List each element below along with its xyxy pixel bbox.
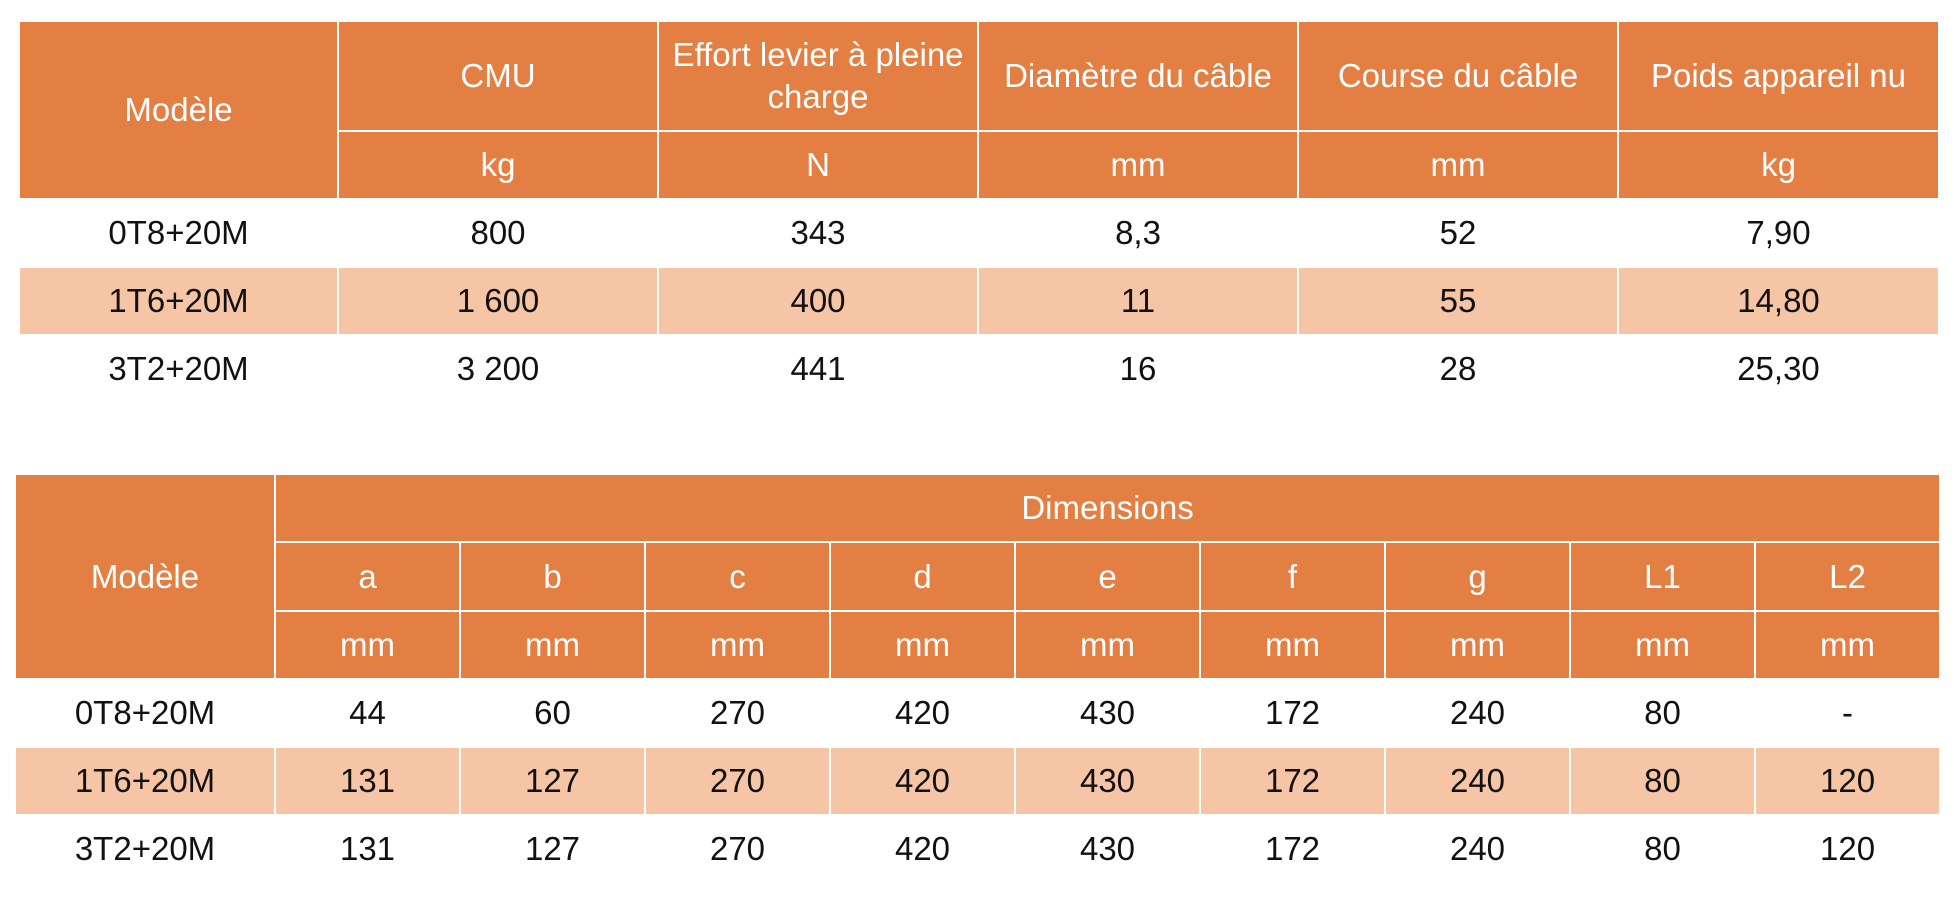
table-row bbox=[15, 815, 1940, 883]
unit-dim-d: mm bbox=[830, 611, 1015, 679]
unit-dim-f: mm bbox=[1200, 611, 1385, 679]
cell-dim-l1: 80 bbox=[1570, 815, 1755, 883]
header-modele: Modèle bbox=[19, 21, 338, 199]
cell-course: 55 bbox=[1298, 267, 1618, 335]
cell-dim-d: 420 bbox=[830, 747, 1015, 815]
cell-dim-c: 270 bbox=[645, 815, 830, 883]
table-row bbox=[19, 335, 1939, 403]
unit-dim-c: mm bbox=[645, 611, 830, 679]
header-dim-f: f bbox=[1200, 542, 1385, 611]
cell-dim-d: 420 bbox=[830, 679, 1015, 747]
cell-poids: 14,80 bbox=[1618, 267, 1939, 335]
cell-poids: 25,30 bbox=[1618, 335, 1939, 403]
unit-effort-levier: N bbox=[658, 131, 978, 199]
unit-dim-e: mm bbox=[1015, 611, 1200, 679]
cell-model: 3T2+20M bbox=[15, 815, 275, 883]
cell-dim-l2: - bbox=[1755, 679, 1940, 747]
header-dim-a: a bbox=[275, 542, 460, 611]
cell-dim-d: 420 bbox=[830, 815, 1015, 883]
header-dim-l1: L1 bbox=[1570, 542, 1755, 611]
table-row bbox=[15, 679, 1940, 747]
cell-model: 3T2+20M bbox=[19, 335, 338, 403]
header-cmu: CMU bbox=[338, 21, 658, 131]
unit-cmu: kg bbox=[338, 131, 658, 199]
cell-dim-f: 172 bbox=[1200, 679, 1385, 747]
cell-dim-f: 172 bbox=[1200, 747, 1385, 815]
header-dim-e: e bbox=[1015, 542, 1200, 611]
cell-dim-l1: 80 bbox=[1570, 679, 1755, 747]
unit-course-cable: mm bbox=[1298, 131, 1618, 199]
cell-dim-e: 430 bbox=[1015, 747, 1200, 815]
specs-table bbox=[18, 20, 1940, 404]
cell-dim-c: 270 bbox=[645, 747, 830, 815]
cell-model: 1T6+20M bbox=[19, 267, 338, 335]
unit-dim-l1: mm bbox=[1570, 611, 1755, 679]
cell-poids: 7,90 bbox=[1618, 199, 1939, 267]
header-dimensions: Dimensions bbox=[275, 474, 1940, 542]
cell-effort: 343 bbox=[658, 199, 978, 267]
header-dim-b: b bbox=[460, 542, 645, 611]
cell-dim-a: 131 bbox=[275, 815, 460, 883]
cell-dim-l1: 80 bbox=[1570, 747, 1755, 815]
cell-model: 0T8+20M bbox=[19, 199, 338, 267]
unit-poids-appareil: kg bbox=[1618, 131, 1939, 199]
cell-dim-g: 240 bbox=[1385, 679, 1570, 747]
cell-dim-g: 240 bbox=[1385, 747, 1570, 815]
cell-dim-l2: 120 bbox=[1755, 815, 1940, 883]
unit-dim-g: mm bbox=[1385, 611, 1570, 679]
header-effort-levier: Effort levier à pleine charge bbox=[658, 21, 978, 131]
cell-effort: 400 bbox=[658, 267, 978, 335]
header-poids-appareil: Poids appareil nu bbox=[1618, 21, 1939, 131]
dimensions-table bbox=[14, 473, 1941, 884]
header-dim-c: c bbox=[645, 542, 830, 611]
cell-diametre: 8,3 bbox=[978, 199, 1298, 267]
cell-course: 52 bbox=[1298, 199, 1618, 267]
table-row bbox=[19, 267, 1939, 335]
table-row bbox=[19, 199, 1939, 267]
cell-dim-g: 240 bbox=[1385, 815, 1570, 883]
cell-diametre: 16 bbox=[978, 335, 1298, 403]
cell-dim-a: 131 bbox=[275, 747, 460, 815]
cell-model: 1T6+20M bbox=[15, 747, 275, 815]
cell-dim-c: 270 bbox=[645, 679, 830, 747]
header-dim-d: d bbox=[830, 542, 1015, 611]
cell-cmu: 1 600 bbox=[338, 267, 658, 335]
cell-dim-f: 172 bbox=[1200, 815, 1385, 883]
cell-dim-b: 127 bbox=[460, 815, 645, 883]
header-dim-g: g bbox=[1385, 542, 1570, 611]
unit-dim-l2: mm bbox=[1755, 611, 1940, 679]
cell-cmu: 3 200 bbox=[338, 335, 658, 403]
cell-model: 0T8+20M bbox=[15, 679, 275, 747]
cell-course: 28 bbox=[1298, 335, 1618, 403]
cell-dim-a: 44 bbox=[275, 679, 460, 747]
table-row bbox=[15, 747, 1940, 815]
cell-dim-b: 60 bbox=[460, 679, 645, 747]
cell-dim-e: 430 bbox=[1015, 815, 1200, 883]
header-modele: Modèle bbox=[15, 474, 275, 679]
header-diametre-cable: Diamètre du câble bbox=[978, 21, 1298, 131]
cell-effort: 441 bbox=[658, 335, 978, 403]
header-course-cable: Course du câble bbox=[1298, 21, 1618, 131]
cell-dim-l2: 120 bbox=[1755, 747, 1940, 815]
cell-diametre: 11 bbox=[978, 267, 1298, 335]
unit-dim-b: mm bbox=[460, 611, 645, 679]
unit-dim-a: mm bbox=[275, 611, 460, 679]
cell-cmu: 800 bbox=[338, 199, 658, 267]
unit-diametre-cable: mm bbox=[978, 131, 1298, 199]
header-dim-l2: L2 bbox=[1755, 542, 1940, 611]
cell-dim-e: 430 bbox=[1015, 679, 1200, 747]
cell-dim-b: 127 bbox=[460, 747, 645, 815]
